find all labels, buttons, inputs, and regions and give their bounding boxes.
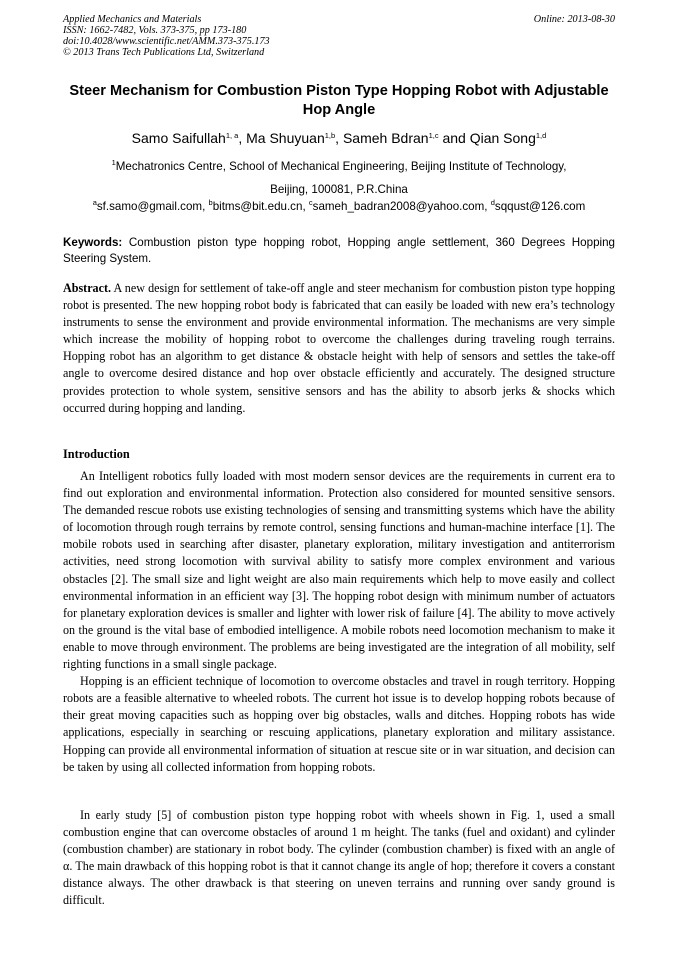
online-date: Online: 2013-08-30 [533, 14, 615, 25]
affiliation-line-2: Beijing, 100081, P.R.China [270, 183, 408, 196]
author-list [63, 129, 615, 147]
author-affil-mark: 1, a [225, 131, 239, 140]
author-separator: , [335, 130, 343, 146]
email-list: $^a$sf.samo@gmail.com, $^b$bitms@bit.edu.cn, $^c$sameh_badran2008@yahoo.com, $^d$sqqust@126.com [92, 198, 586, 213]
email-mark: b [208, 198, 213, 207]
introduction-body [63, 468, 615, 776]
introduction-paragraph: Hopping is an efficient technique of locomotion to overcome obstacles and travel in rough territory. Hopping robots are a feasible alternative to wheeled robots. The current hot issue is to develop hopping robots because of their great moving capacities such as hopping over big obstacles, walls and ditches. Hopping robots has wide applications, especially in searching or rescuing applications, planetary exploration and military assistance. Hopping can provide all environmental information of situation at rescue site or in war situation, and decision can be taken by using all collected information from hopping robots. [63, 674, 615, 774]
introduction-body-continued [63, 807, 615, 910]
affiliation-mark: 1 [111, 158, 116, 167]
paper-title: Steer Mechanism for Combustion Piston Type Hopping Robot with Adjustable Hop Angle [69, 83, 609, 118]
email-mark: d [490, 198, 495, 207]
author-affil-mark: 1,d [535, 131, 547, 140]
author-conjunction: and [438, 130, 470, 146]
doi-line: doi:10.4028/www.scientific.net/AMM.373-375.173 [63, 36, 270, 47]
journal-header [63, 14, 615, 58]
author-name: Ma Shuyuan [246, 130, 325, 146]
affiliation-line-1 [63, 155, 615, 178]
email-mark: c [308, 198, 313, 207]
journal-name: Applied Mechanics and Materials [63, 14, 202, 25]
author-affil-mark: 1,c [428, 131, 439, 140]
email-address[interactable]: sqqust@126.com [494, 200, 586, 213]
keywords-text: Combustion piston type hopping robot, Hopping angle settlement, 360 Degrees Hopping Steering System. [63, 236, 615, 265]
abstract-section [63, 280, 615, 417]
abstract-label: Abstract. [63, 281, 112, 295]
email-address[interactable]: sf.samo@gmail.com [96, 200, 203, 213]
affiliation-text: Mechatronics Centre, School of Mechanical Engineering, Beijing Institute of Technology, [115, 160, 567, 173]
affiliation [63, 155, 615, 201]
introduction-paragraph: An Intelligent robotics fully loaded with most modern sensor devices are the requirements in current era to find out exploration and environmental information. Protection also considered for mounted sensitive sensors. The demanded rescue robots use existing technologies of sensing and transmitting systems which have the ability of locomotion through rough terrains by remote control, sensing functions and human-machine interface [1]. The mobile robots used in searching after disaster, planetary exploration, military investigation and antiterrorism activities, need strong locomotion with survival ability to satisfy more complex environment and various obstacles [2]. The small size and light weight are also main requirements which help to move easily and collect environmental information in an efficient way [3]. The hopping robot design with minimum number of actuators for planetary exploration devices is smaller and lighter with lower risk of failure [4]. The ability to move actively on the ground is the vital base of embodied intelligence. A mobile robots need locomotion mechanism to make it enable to move through environment. The problems are being investigated are the integration of all mobility, self righting functions in a small single package. [63, 469, 615, 672]
author-name: Sameh Bdran [342, 130, 429, 146]
email-address[interactable]: bitms@bit.edu.cn [212, 200, 303, 213]
email-address[interactable]: sameh_badran2008@yahoo.com [312, 200, 485, 213]
author-separator: , [238, 130, 247, 146]
introduction-paragraph: In early study [5] of combustion piston type hopping robot with wheels shown in Fig. 1, used a small combustion engine that can overcome obstacles of around 1 m height. The tanks (fuel and oxidant) and cylinder (combustion chamber) are stationary in robot body. The cylinder (combustion chamber) is fixed with an angle of α. The main drawback of this hopping robot is that it cannot change its angle of hop; therefore it covers a constant distance always. The other drawback is that steering on uneven terrains and running over sandy ground is difficult. [63, 808, 615, 908]
copyright-line: © 2013 Trans Tech Publications Ltd, Switzerland [63, 47, 265, 58]
abstract-text: A new design for settlement of take-off angle and steer mechanism for combustion piston type hopping robot is presented. The new hopping robot body is fabricated that can easily be loaded with new era’s technology instruments to sense the environment and provide environmental information. The mechanisms are very simple which increase the mobility of hopping robot to overcome the challenges during traveling rough terrains. Hopping robot has an algorithm to get distance & obstacle height with help of sensors and settles the take-off angle to overcome desired distance and hop over obstacle efficiently and accurately. The designed structure provides protection to whole system, sensitive sensors and has the ability to absorb jerks & shocks which occurred during hopping and landing. [63, 281, 615, 415]
author-name: Samo Saifullah [131, 130, 226, 146]
author-name: Qian Song [469, 130, 536, 146]
email-mark: a [92, 198, 97, 207]
keywords-label: Keywords: [63, 236, 123, 249]
author-affil-mark: 1,b [324, 131, 336, 140]
issn-line: ISSN: 1662-7482, Vols. 373-375, pp 173-180 [63, 25, 247, 36]
introduction-heading: Introduction [63, 447, 130, 461]
keywords-section [63, 235, 615, 267]
